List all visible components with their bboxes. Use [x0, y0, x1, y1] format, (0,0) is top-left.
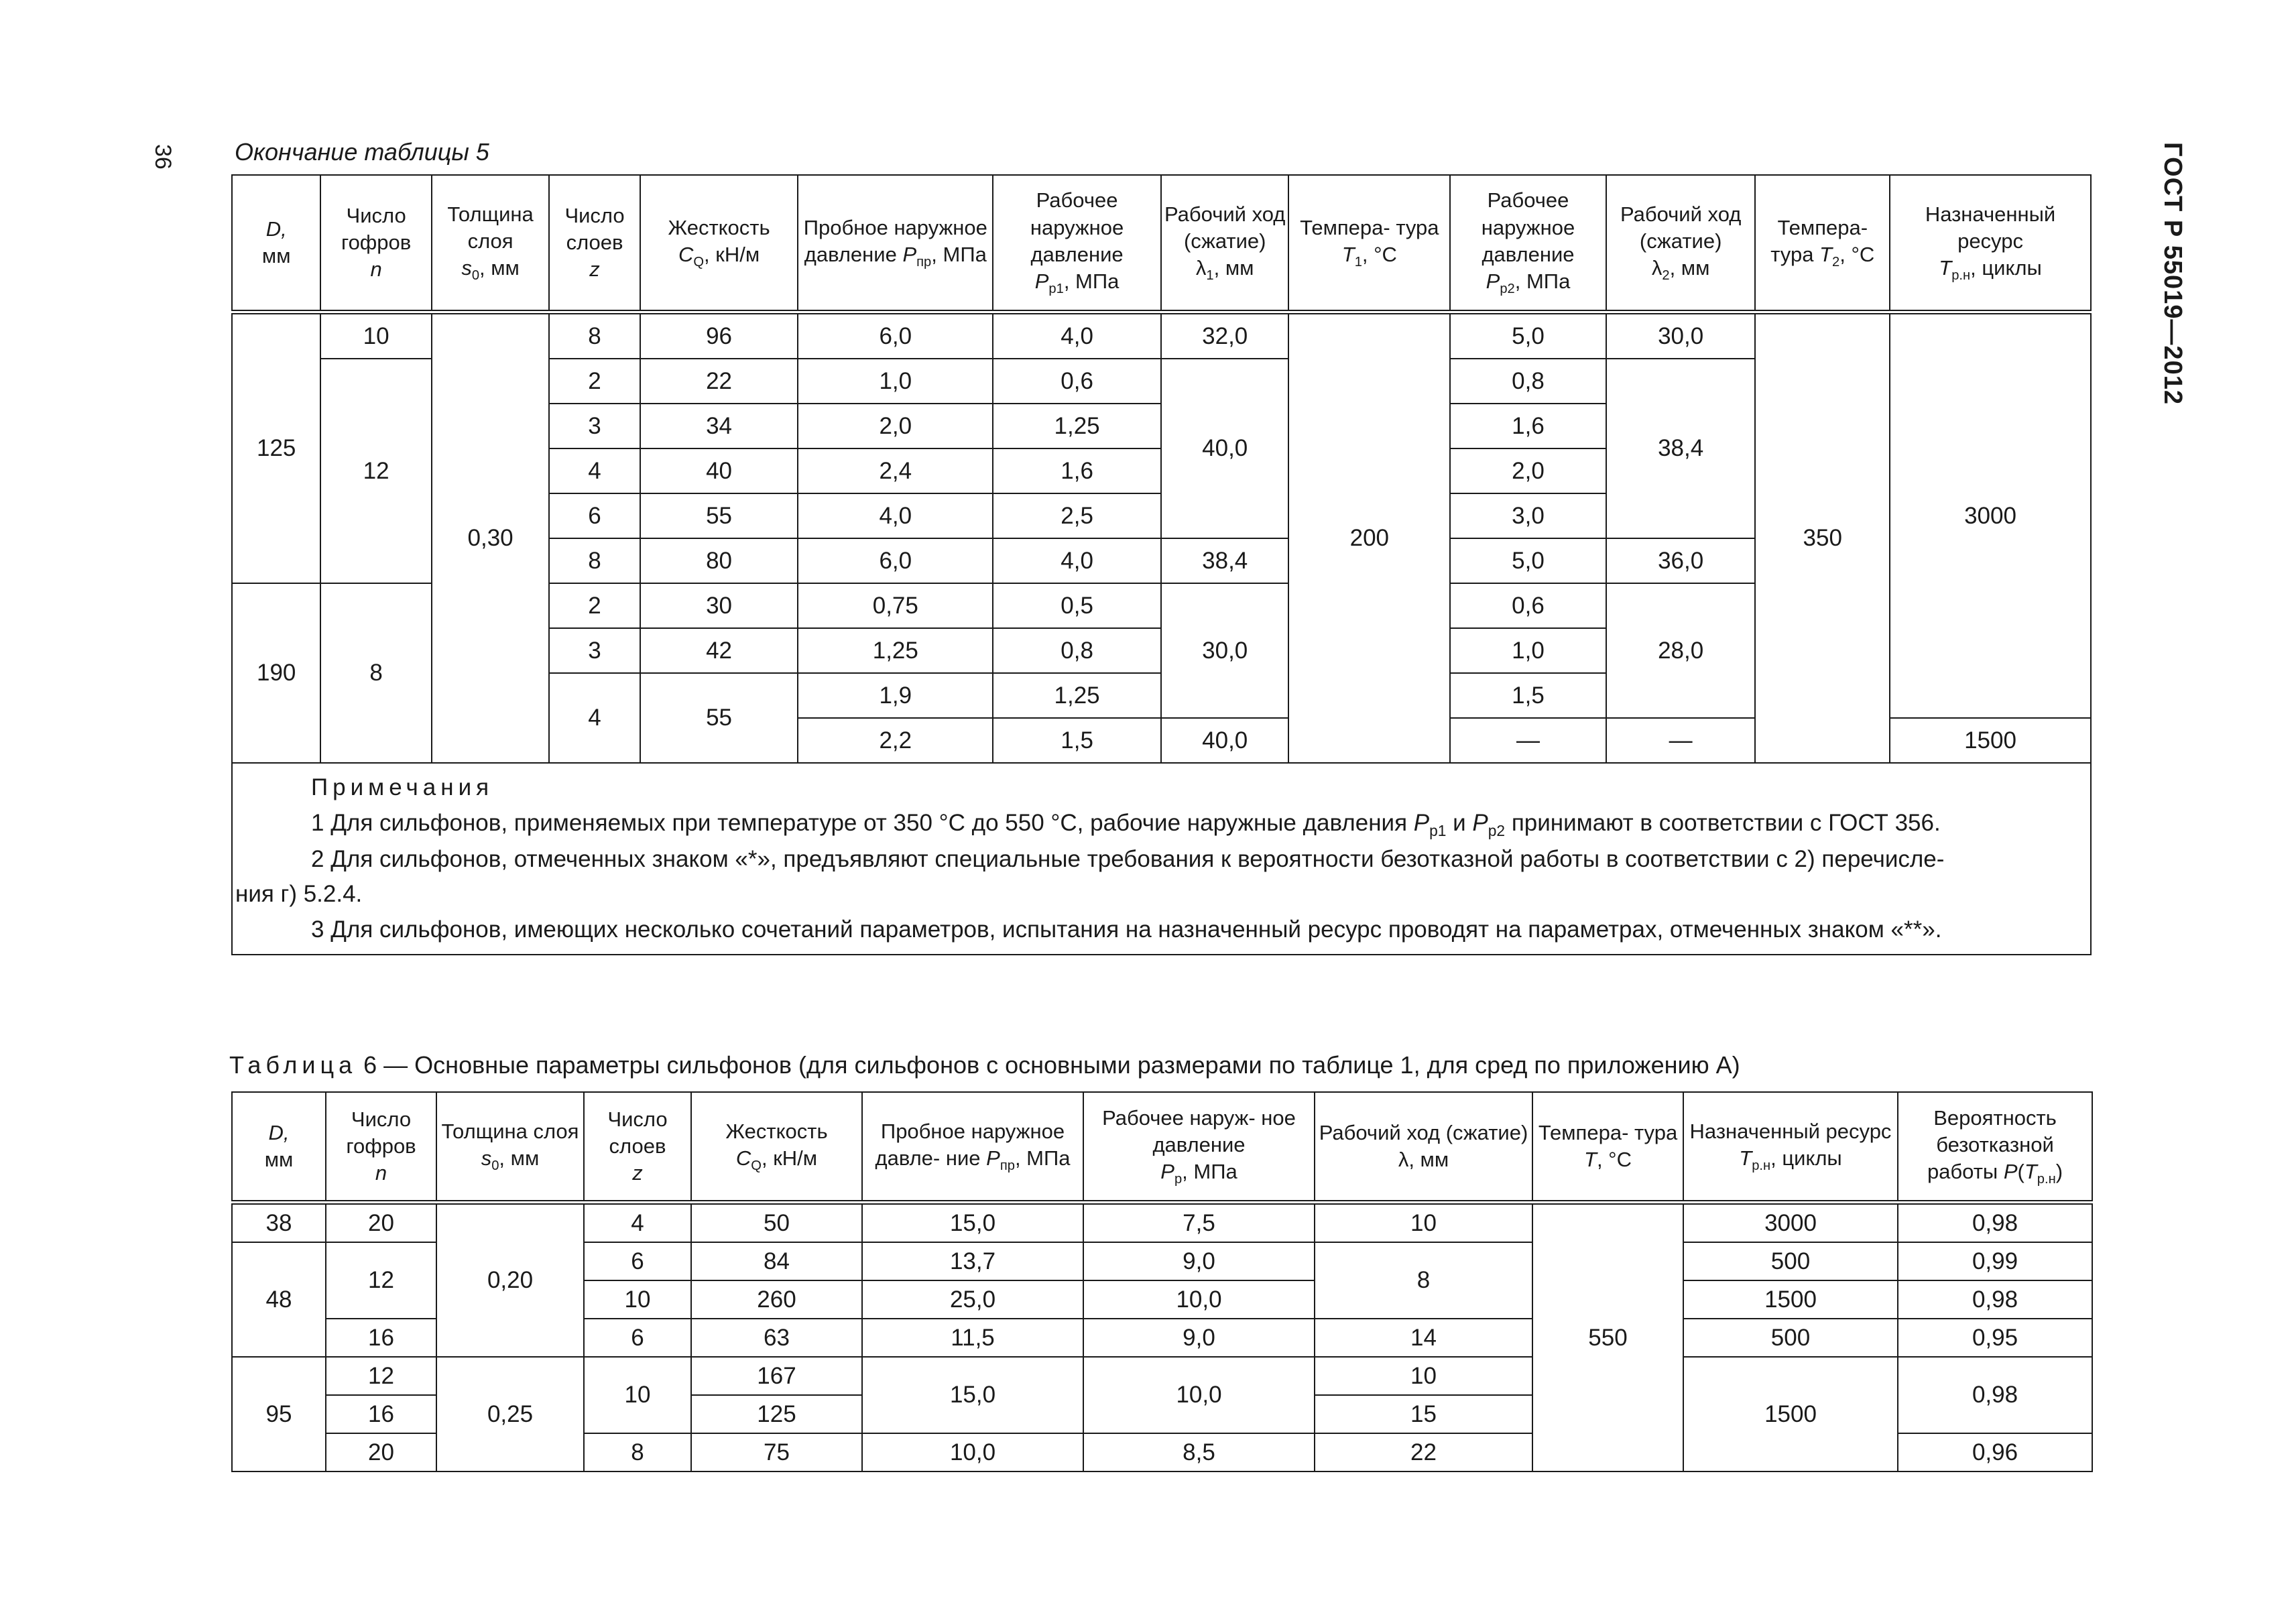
t6-header-z: Число слоев z [584, 1092, 691, 1203]
t5-cell-t2: 350 [1755, 312, 1890, 764]
t5-cell-pp2: 0,6 [1450, 583, 1606, 628]
note-2-cont: ния г) 5.2.4. [235, 881, 363, 908]
t6-cell-pp: 10,0 [1083, 1280, 1315, 1319]
t5-cell-pp1: 0,6 [993, 359, 1161, 404]
t5-header-n: Число гофров n [320, 175, 431, 312]
t5-cell-pp1: 4,0 [993, 538, 1161, 583]
t6-cell-prob: 0,98 [1898, 1203, 2092, 1243]
t6-cell-l8: 8 [1315, 1242, 1532, 1319]
t6-header-cq: Жесткость $C_Q$, кН/м [691, 1092, 862, 1203]
t6-cell-d38: 38 [232, 1203, 326, 1243]
t5-cell-d190: 190 [232, 583, 320, 763]
t5-cell-pp1: 0,8 [993, 628, 1161, 673]
t6-cell-n12: 12 [326, 1242, 436, 1319]
table6-header-row [232, 1092, 2092, 1203]
t6-cell-cq: 125 [691, 1395, 862, 1433]
t5-header-pp1: Рабочее наружное давление $P_{р1}$, МПа [993, 175, 1161, 312]
t6-cell-z: 4 [584, 1203, 691, 1243]
t6-cell-pp: 8,5 [1083, 1433, 1315, 1471]
t5-cell-ppr: 0,75 [798, 583, 993, 628]
t5-cell-l2: 36,0 [1606, 538, 1756, 583]
t5-cell-l2: — [1606, 718, 1756, 763]
standard-code: ГОСТ Р 55019—2012 [2159, 142, 2187, 405]
t5-header-tr: Назначенный ресурс $T_{р.н}$, циклы [1890, 175, 2091, 312]
t5-cell-z: 4 [549, 448, 640, 493]
table5-header-row [232, 175, 2091, 312]
t5-cell-pp2: 5,0 [1450, 538, 1606, 583]
t5-cell-t1: 200 [1288, 312, 1450, 764]
t6-cell-z10: 10 [584, 1357, 691, 1433]
page-number: 36 [150, 144, 176, 170]
t5-cell-tr1500: 1500 [1890, 718, 2091, 763]
t5-header-s: Толщина слоя $s_0$, мм [432, 175, 550, 312]
t6-cell-cq: 50 [691, 1203, 862, 1243]
t5-cell-z: 3 [549, 404, 640, 448]
t5-cell-ppr: 1,25 [798, 628, 993, 673]
t6-cell-cq: 84 [691, 1242, 862, 1280]
t6-cell-n16: 16 [326, 1395, 436, 1433]
table-row [232, 1357, 2092, 1395]
t5-cell-z: 4 [549, 673, 640, 763]
t5-header-d: D, мм [232, 175, 320, 312]
t5-cell-l2: 38,4 [1606, 359, 1756, 538]
table5-notes [232, 763, 2091, 955]
t5-cell-n8: 8 [320, 583, 431, 763]
table5-notes-row [232, 763, 2091, 955]
t6-cell-pp100: 10,0 [1083, 1357, 1315, 1433]
t5-cell-l1: 30,0 [1161, 583, 1289, 718]
t6-cell-cq: 63 [691, 1319, 862, 1357]
t5-header-l1: Рабочий ход (сжатие) $\lambda_1$, мм [1161, 175, 1289, 312]
t6-header-t: Темпера- тура T, °С [1532, 1092, 1683, 1203]
t5-cell-pp1: 2,5 [993, 493, 1161, 538]
t6-cell-z: 6 [584, 1242, 691, 1280]
table6-caption: Таблица 6 — Основные параметры сильфонов (для сильфонов с основными размерами по таблице 1, для сред по приложению А) [229, 1051, 1740, 1079]
t5-cell-z: 2 [549, 583, 640, 628]
t5-cell-z: 2 [549, 359, 640, 404]
t5-cell-cq: 42 [640, 628, 798, 673]
t6-cell-l: 14 [1315, 1319, 1532, 1357]
t5-cell-cq: 80 [640, 538, 798, 583]
t6-cell-pp: 9,0 [1083, 1319, 1315, 1357]
t6-cell-pp: 7,5 [1083, 1203, 1315, 1243]
t5-cell-ppr: 6,0 [798, 312, 993, 359]
t6-cell-prob: 0,95 [1898, 1319, 2092, 1357]
t5-cell-ppr: 2,0 [798, 404, 993, 448]
t6-cell-cq: 75 [691, 1433, 862, 1471]
t5-cell-pp2: 2,0 [1450, 448, 1606, 493]
t5-cell-ppr: 1,0 [798, 359, 993, 404]
table5 [231, 174, 2092, 955]
t5-cell-tr3000: 3000 [1890, 312, 2091, 719]
t5-cell-cq: 40 [640, 448, 798, 493]
t6-cell-ppr: 11,5 [862, 1319, 1083, 1357]
t6-cell-tr1500: 1500 [1683, 1357, 1898, 1471]
note-3: 3 Для сильфонов, имеющих несколько сочетаний параметров, испытания на назначенный ресурс проводят на параметрах, отмеченных знаком «**». [311, 916, 1942, 943]
t5-cell-pp1: 0,5 [993, 583, 1161, 628]
t6-header-prob: Вероятность безотказной работы $P(T_{р.н})$ [1898, 1092, 2092, 1203]
t5-header-cq: Жесткость $C_Q$, кН/м [640, 175, 798, 312]
t6-header-s: Толщина слоя $s_0$, мм [436, 1092, 584, 1203]
t5-cell-l1: 38,4 [1161, 538, 1289, 583]
t5-cell-z: 3 [549, 628, 640, 673]
table5-continuation-title: Окончание таблицы 5 [235, 138, 489, 166]
t6-header-ppr: Пробное наружное давле- ние $P_{пр}$, МПа [862, 1092, 1083, 1203]
t6-cell-n: 20 [326, 1433, 436, 1471]
t5-cell-pp1: 1,5 [993, 718, 1161, 763]
t6-cell-ppr: 13,7 [862, 1242, 1083, 1280]
t5-cell-cq: 55 [640, 493, 798, 538]
t6-cell-n12: 12 [326, 1357, 436, 1395]
table6 [231, 1091, 2093, 1472]
t5-cell-pp2: — [1450, 718, 1606, 763]
t5-header-pp2: Рабочее наружное давление $P_{р2}$, МПа [1450, 175, 1606, 312]
t6-cell-prob: 0,96 [1898, 1433, 2092, 1471]
table-row [232, 1203, 2092, 1243]
t5-cell-n10: 10 [320, 312, 431, 359]
t6-cell-d95: 95 [232, 1357, 326, 1471]
t5-cell-l1: 40,0 [1161, 718, 1289, 763]
t6-cell-prob: 0,98 [1898, 1280, 2092, 1319]
t6-cell-tr: 500 [1683, 1319, 1898, 1357]
t5-cell-ppr: 1,9 [798, 673, 993, 718]
t5-cell-ppr: 6,0 [798, 538, 993, 583]
t5-cell-pp1: 1,25 [993, 673, 1161, 718]
t5-cell-pp2: 5,0 [1450, 312, 1606, 359]
t5-header-l2: Рабочий ход (сжатие) $\lambda_2$, мм [1606, 175, 1756, 312]
t6-cell-z: 8 [584, 1433, 691, 1471]
t5-header-ppr: Пробное наружное давление $P_{пр}$, МПа [798, 175, 993, 312]
t6-header-l: Рабочий ход (сжатие) λ, мм [1315, 1092, 1532, 1203]
t5-header-t2: Темпера- тура $T_2$, °С [1755, 175, 1890, 312]
t6-cell-n20: 20 [326, 1203, 436, 1243]
t5-cell-z: 6 [549, 493, 640, 538]
t5-cell-pp2: 1,6 [1450, 404, 1606, 448]
notes-title: Примечания [311, 774, 494, 800]
t5-cell-s030: 0,30 [432, 312, 550, 764]
note-2: 2 Для сильфонов, отмеченных знаком «*», предъявляют специальные требования к вероятности безотказной работы в соответствии с 2) перечисле- [311, 845, 1945, 872]
t6-cell-prob098: 0,98 [1898, 1357, 2092, 1433]
t5-header-t1: Темпера- тура $T_1$, °С [1288, 175, 1450, 312]
t6-cell-l: 22 [1315, 1433, 1532, 1471]
t6-cell-t550: 550 [1532, 1203, 1683, 1472]
t5-cell-pp1: 4,0 [993, 312, 1161, 359]
t6-cell-l: 10 [1315, 1357, 1532, 1395]
t5-cell-cq: 22 [640, 359, 798, 404]
t5-cell-pp1: 1,6 [993, 448, 1161, 493]
t5-cell-l2: 28,0 [1606, 583, 1756, 718]
table-row [232, 312, 2091, 359]
t5-cell-d125: 125 [232, 312, 320, 584]
t5-cell-z: 8 [549, 538, 640, 583]
t5-cell-pp1: 1,25 [993, 404, 1161, 448]
t6-cell-ppr: 15,0 [862, 1203, 1083, 1243]
t6-cell-tr: 500 [1683, 1242, 1898, 1280]
note-1: 1 Для сильфонов, применяемых при температуре от 350 °С до 550 °С, рабочие наружные давления $P_{р1}$ и $P_{р2}$ принимают в соответствии с ГОСТ 356. [311, 809, 1941, 839]
t5-cell-ppr: 2,2 [798, 718, 993, 763]
t5-cell-l1: 40,0 [1161, 359, 1289, 538]
t6-header-d: D, мм [232, 1092, 326, 1203]
t5-cell-cq: 55 [640, 673, 798, 763]
t6-header-n: Число гофров n [326, 1092, 436, 1203]
t6-cell-prob: 0,99 [1898, 1242, 2092, 1280]
t5-cell-cq: 30 [640, 583, 798, 628]
t6-cell-ppr150: 15,0 [862, 1357, 1083, 1433]
t5-cell-cq: 96 [640, 312, 798, 359]
t5-cell-pp2: 1,5 [1450, 673, 1606, 718]
t6-header-pp: Рабочее наруж- ное давление $P_р$, МПа [1083, 1092, 1315, 1203]
t5-cell-z: 8 [549, 312, 640, 359]
t6-cell-n16: 16 [326, 1319, 436, 1357]
t5-cell-cq: 34 [640, 404, 798, 448]
t6-cell-l: 10 [1315, 1203, 1532, 1243]
t5-cell-n12: 12 [320, 359, 431, 583]
t5-cell-pp2: 0,8 [1450, 359, 1606, 404]
t5-cell-l1: 32,0 [1161, 312, 1289, 359]
t5-header-z: Число слоев z [549, 175, 640, 312]
t5-cell-pp2: 1,0 [1450, 628, 1606, 673]
t5-cell-l2: 30,0 [1606, 312, 1756, 359]
t6-cell-pp: 9,0 [1083, 1242, 1315, 1280]
t6-cell-tr: 3000 [1683, 1203, 1898, 1243]
t6-cell-tr: 1500 [1683, 1280, 1898, 1319]
t5-cell-ppr: 4,0 [798, 493, 993, 538]
t5-cell-ppr: 2,4 [798, 448, 993, 493]
t6-header-tr: Назначенный ресурс $T_{р.н}$, циклы [1683, 1092, 1898, 1203]
t6-cell-ppr: 10,0 [862, 1433, 1083, 1471]
t6-cell-cq: 167 [691, 1357, 862, 1395]
t6-cell-z: 6 [584, 1319, 691, 1357]
t6-cell-d48: 48 [232, 1242, 326, 1357]
t6-cell-ppr: 25,0 [862, 1280, 1083, 1319]
t6-cell-s020: 0,20 [436, 1203, 584, 1358]
t6-cell-s025: 0,25 [436, 1357, 584, 1471]
t6-cell-z: 10 [584, 1280, 691, 1319]
t5-cell-pp2: 3,0 [1450, 493, 1606, 538]
t6-cell-cq: 260 [691, 1280, 862, 1319]
t6-cell-l: 15 [1315, 1395, 1532, 1433]
